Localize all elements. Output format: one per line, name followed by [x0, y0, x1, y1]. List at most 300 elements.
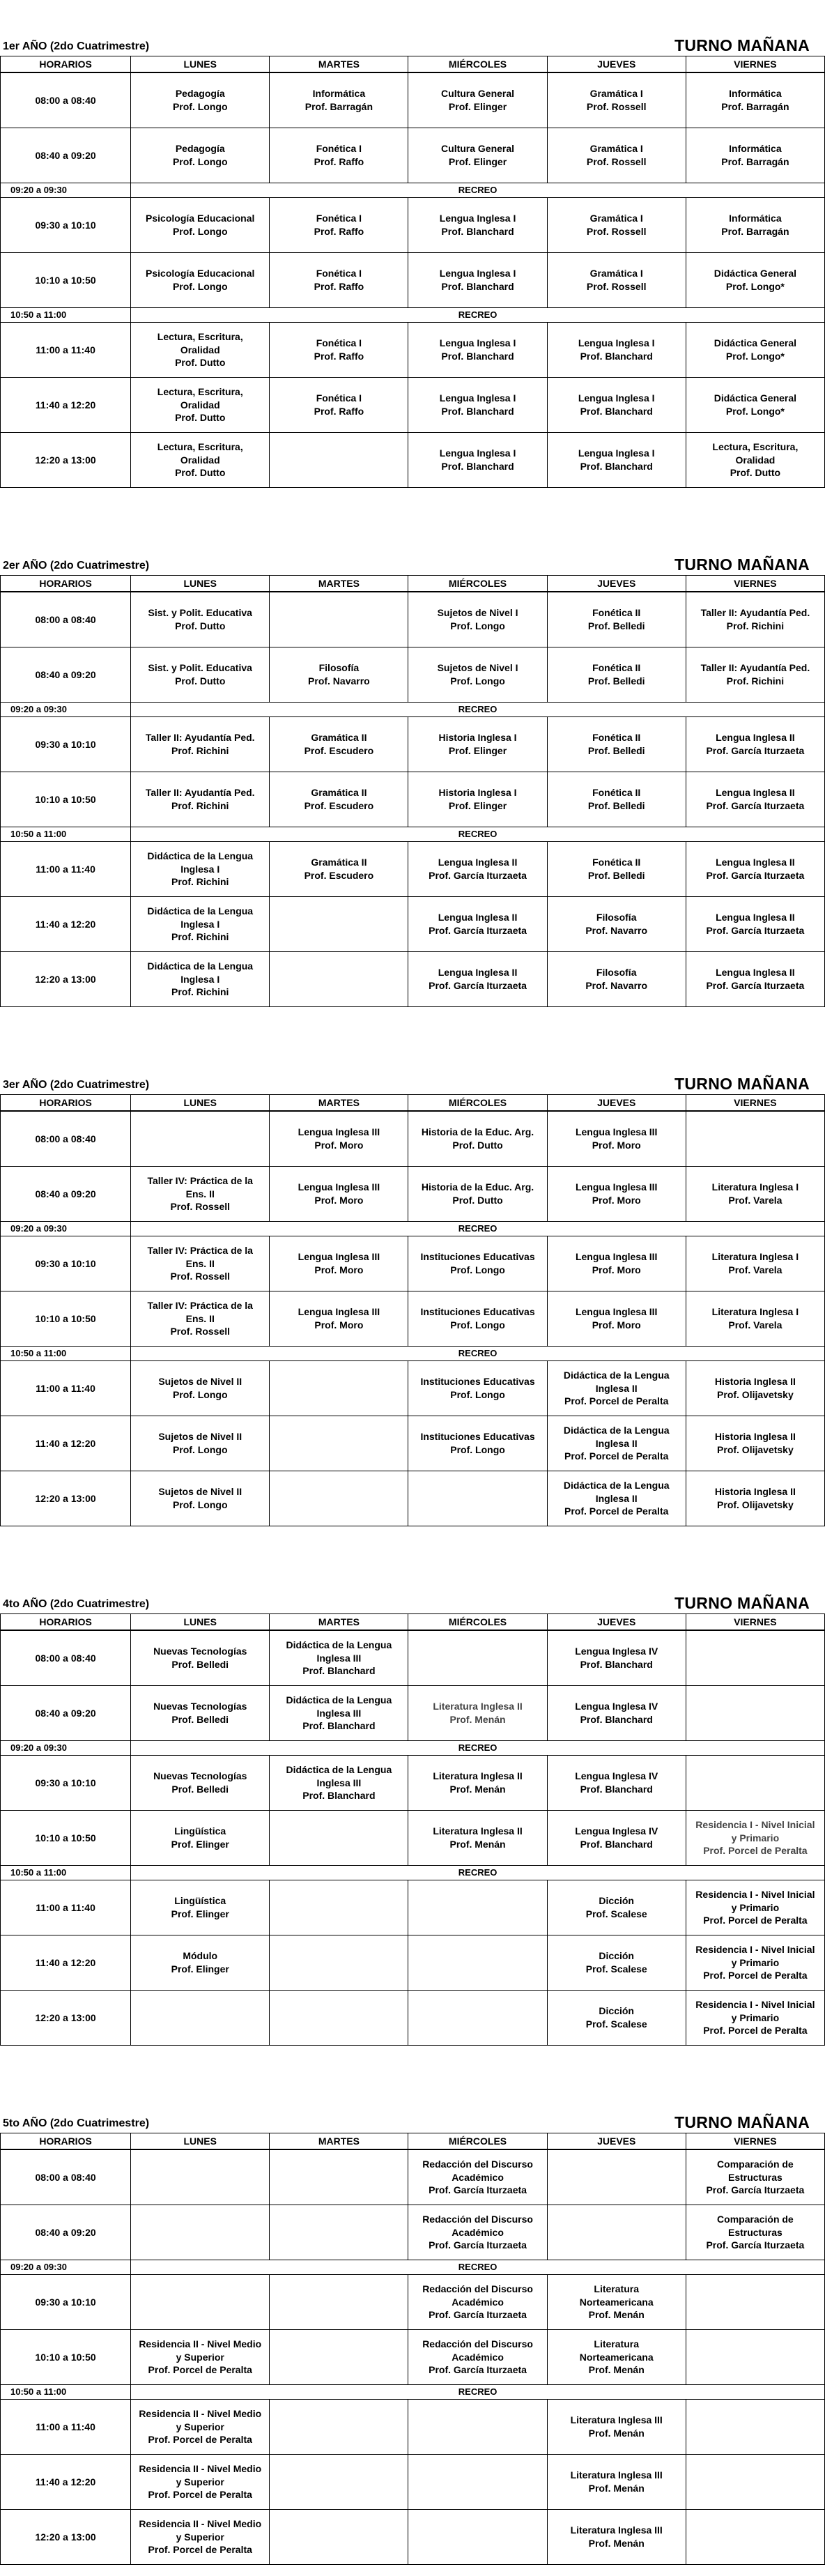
- column-header: HORARIOS: [1, 576, 131, 592]
- schedule-table: [0, 56, 825, 488]
- class-cell: [131, 1991, 270, 2046]
- class-cell: Cultura General Prof. Elinger: [408, 128, 547, 183]
- column-header: VIERNES: [686, 1614, 824, 1631]
- time-cell: 11:00 a 11:40: [1, 1361, 131, 1416]
- column-header: MIÉRCOLES: [408, 56, 547, 73]
- class-cell: Sist. y Polit. Educativa Prof. Dutto: [131, 592, 270, 647]
- table-row: [1, 1686, 825, 1741]
- class-cell: Lengua Inglesa I Prof. Blanchard: [408, 253, 547, 308]
- time-cell: 08:00 a 08:40: [1, 72, 131, 128]
- class-cell: [270, 1416, 408, 1471]
- class-cell: Lengua Inglesa IV Prof. Blanchard: [547, 1630, 686, 1686]
- table-row: [1, 1756, 825, 1811]
- class-cell: Residencia II - Nivel Medio y Superior Prof. Porcel de Peralta: [131, 2330, 270, 2385]
- time-cell: 08:40 a 09:20: [1, 1167, 131, 1222]
- table-row: [1, 128, 825, 183]
- section-title: 5to AÑO (2do Cuatrimestre): [3, 2117, 150, 2129]
- table-row: [1, 72, 825, 128]
- class-cell: Literatura Inglesa I Prof. Varela: [686, 1167, 824, 1222]
- table-row: [1, 1811, 825, 1866]
- class-cell: Sujetos de Nivel II Prof. Longo: [131, 1471, 270, 1526]
- shift-label: TURNO MAÑANA: [674, 2113, 810, 2131]
- class-cell: Lectura, Escritura, Oralidad Prof. Dutto: [131, 323, 270, 378]
- class-cell: [408, 1471, 547, 1526]
- table-row: [1, 1880, 825, 1935]
- recess-row: [1, 2260, 825, 2275]
- class-cell: Taller IV: Práctica de la Ens. II Prof. Rossell: [131, 1236, 270, 1291]
- class-cell: Psicología Educacional Prof. Longo: [131, 253, 270, 308]
- class-cell: Lengua Inglesa I Prof. Blanchard: [408, 198, 547, 253]
- table-row: [1, 1630, 825, 1686]
- class-cell: Filosofía Prof. Navarro: [547, 952, 686, 1007]
- table-row: [1, 323, 825, 378]
- class-cell: Fonética I Prof. Raffo: [270, 128, 408, 183]
- schedule-table: [0, 1613, 825, 2046]
- schedule-table: [0, 575, 825, 1007]
- class-cell: Lengua Inglesa III Prof. Moro: [547, 1111, 686, 1167]
- class-cell: Informática Prof. Barragán: [686, 198, 824, 253]
- column-header: MARTES: [270, 576, 408, 592]
- class-cell: Sujetos de Nivel II Prof. Longo: [131, 1416, 270, 1471]
- column-header: JUEVES: [547, 1614, 686, 1631]
- table-row: [1, 772, 825, 827]
- class-cell: Pedagogía Prof. Longo: [131, 72, 270, 128]
- section-title: 4to AÑO (2do Cuatrimestre): [3, 1598, 150, 1610]
- table-row: [1, 592, 825, 647]
- column-header: MIÉRCOLES: [408, 2133, 547, 2150]
- class-cell: Cultura General Prof. Elinger: [408, 72, 547, 128]
- time-cell: 08:40 a 09:20: [1, 2205, 131, 2260]
- class-cell: Gramática I Prof. Rossell: [547, 128, 686, 183]
- recess-row: [1, 2385, 825, 2400]
- class-cell: [270, 897, 408, 952]
- class-cell: Lengua Inglesa II Prof. García Iturzaeta: [686, 842, 824, 897]
- table-row: [1, 1991, 825, 2046]
- class-cell: Fonética I Prof. Raffo: [270, 198, 408, 253]
- schedule-section: [0, 1066, 825, 1517]
- schedule-section: [0, 28, 825, 479]
- header-row: [1, 576, 825, 592]
- class-cell: [408, 2400, 547, 2455]
- class-cell: Didáctica General Prof. Longo*: [686, 253, 824, 308]
- section-header: [0, 28, 825, 56]
- class-cell: Fonética II Prof. Belledi: [547, 717, 686, 772]
- class-cell: Lengua Inglesa II Prof. García Iturzaeta: [408, 897, 547, 952]
- recess-row: [1, 308, 825, 323]
- time-cell: 11:40 a 12:20: [1, 1935, 131, 1991]
- recess-row: [1, 1866, 825, 1880]
- class-cell: Comparación de Estructuras Prof. García Iturzaeta: [686, 2149, 824, 2205]
- class-cell: Lengua Inglesa I Prof. Blanchard: [547, 378, 686, 433]
- class-cell: Literatura Inglesa II Prof. Menán: [408, 1756, 547, 1811]
- recess-label: RECREO: [131, 827, 825, 842]
- class-cell: Residencia I - Nivel Inicial y Primario Prof. Porcel de Peralta: [686, 1991, 824, 2046]
- class-cell: Literatura Inglesa III Prof. Menán: [547, 2510, 686, 2565]
- table-row: [1, 253, 825, 308]
- table-row: [1, 2330, 825, 2385]
- class-cell: [270, 2205, 408, 2260]
- column-header: JUEVES: [547, 2133, 686, 2150]
- time-cell: 11:00 a 11:40: [1, 2400, 131, 2455]
- column-header: MARTES: [270, 1095, 408, 1112]
- class-cell: [686, 2455, 824, 2510]
- class-cell: Historia Inglesa I Prof. Elinger: [408, 772, 547, 827]
- time-cell: 10:50 a 11:00: [1, 2385, 131, 2400]
- shift-label: TURNO MAÑANA: [674, 36, 810, 54]
- column-header: HORARIOS: [1, 1095, 131, 1112]
- class-cell: Lengua Inglesa I Prof. Blanchard: [547, 323, 686, 378]
- class-cell: Lingüística Prof. Elinger: [131, 1880, 270, 1935]
- class-cell: Literatura Inglesa III Prof. Menán: [547, 2400, 686, 2455]
- class-cell: Literatura Norteamericana Prof. Menán: [547, 2330, 686, 2385]
- column-header: MARTES: [270, 1614, 408, 1631]
- class-cell: Fonética I Prof. Raffo: [270, 253, 408, 308]
- class-cell: Literatura Inglesa II Prof. Menán: [408, 1686, 547, 1741]
- time-cell: 10:50 a 11:00: [1, 308, 131, 323]
- time-cell: 11:40 a 12:20: [1, 1416, 131, 1471]
- class-cell: [270, 2510, 408, 2565]
- class-cell: Lengua Inglesa IV Prof. Blanchard: [547, 1756, 686, 1811]
- time-cell: 11:00 a 11:40: [1, 1880, 131, 1935]
- time-cell: 10:10 a 10:50: [1, 772, 131, 827]
- section-title: 2er AÑO (2do Cuatrimestre): [3, 560, 150, 572]
- class-cell: Didáctica de la Lengua Inglesa II Prof. Porcel de Peralta: [547, 1416, 686, 1471]
- class-cell: Nuevas Tecnologías Prof. Belledi: [131, 1686, 270, 1741]
- class-cell: Lectura, Escritura, Oralidad Prof. Dutto: [686, 433, 824, 488]
- class-cell: [270, 2455, 408, 2510]
- recess-row: [1, 183, 825, 198]
- class-cell: Gramática I Prof. Rossell: [547, 198, 686, 253]
- class-cell: Dicción Prof. Scalese: [547, 1991, 686, 2046]
- recess-label: RECREO: [131, 2260, 825, 2275]
- header-row: [1, 1095, 825, 1112]
- class-cell: Sist. y Polit. Educativa Prof. Dutto: [131, 647, 270, 703]
- class-cell: Filosofía Prof. Navarro: [270, 647, 408, 703]
- class-cell: Residencia II - Nivel Medio y Superior Prof. Porcel de Peralta: [131, 2510, 270, 2565]
- class-cell: Informática Prof. Barragán: [686, 128, 824, 183]
- class-cell: Gramática II Prof. Escudero: [270, 842, 408, 897]
- column-header: LUNES: [131, 576, 270, 592]
- time-cell: 08:00 a 08:40: [1, 1630, 131, 1686]
- class-cell: Historia de la Educ. Arg. Prof. Dutto: [408, 1167, 547, 1222]
- section-title: 1er AÑO (2do Cuatrimestre): [3, 40, 150, 52]
- class-cell: Lengua Inglesa III Prof. Moro: [270, 1236, 408, 1291]
- class-cell: [408, 1991, 547, 2046]
- class-cell: Lengua Inglesa IV Prof. Blanchard: [547, 1811, 686, 1866]
- class-cell: Lengua Inglesa III Prof. Moro: [547, 1236, 686, 1291]
- schedule-table: [0, 2133, 825, 2565]
- class-cell: Fonética I Prof. Raffo: [270, 323, 408, 378]
- class-cell: Residencia I - Nivel Inicial y Primario Prof. Porcel de Peralta: [686, 1880, 824, 1935]
- shift-label: TURNO MAÑANA: [674, 1594, 810, 1612]
- class-cell: Literatura Norteamericana Prof. Menán: [547, 2275, 686, 2330]
- class-cell: Lengua Inglesa II Prof. García Iturzaeta: [686, 772, 824, 827]
- class-cell: Didáctica de la Lengua Inglesa III Prof. Blanchard: [270, 1686, 408, 1741]
- schedule-table: [0, 1094, 825, 1526]
- time-cell: 10:50 a 11:00: [1, 1866, 131, 1880]
- column-header: VIERNES: [686, 576, 824, 592]
- class-cell: Lengua Inglesa II Prof. García Iturzaeta: [408, 842, 547, 897]
- time-cell: 12:20 a 13:00: [1, 1471, 131, 1526]
- time-cell: 08:00 a 08:40: [1, 1111, 131, 1167]
- class-cell: Redacción del Discurso Académico Prof. García Iturzaeta: [408, 2149, 547, 2205]
- class-cell: Instituciones Educativas Prof. Longo: [408, 1236, 547, 1291]
- class-cell: Lengua Inglesa I Prof. Blanchard: [408, 323, 547, 378]
- class-cell: Didáctica de la Lengua Inglesa III Prof. Blanchard: [270, 1756, 408, 1811]
- time-cell: 10:10 a 10:50: [1, 2330, 131, 2385]
- class-cell: [547, 2149, 686, 2205]
- column-header: HORARIOS: [1, 1614, 131, 1631]
- class-cell: Residencia II - Nivel Medio y Superior Prof. Porcel de Peralta: [131, 2455, 270, 2510]
- recess-row: [1, 1741, 825, 1756]
- class-cell: Lengua Inglesa II Prof. García Iturzaeta: [686, 897, 824, 952]
- class-cell: Literatura Inglesa III Prof. Menán: [547, 2455, 686, 2510]
- class-cell: Didáctica de la Lengua Inglesa III Prof. Blanchard: [270, 1630, 408, 1686]
- time-cell: 09:20 a 09:30: [1, 1741, 131, 1756]
- class-cell: [408, 1880, 547, 1935]
- class-cell: [270, 1991, 408, 2046]
- column-header: LUNES: [131, 56, 270, 73]
- class-cell: [686, 1686, 824, 1741]
- table-row: [1, 842, 825, 897]
- class-cell: Lengua Inglesa III Prof. Moro: [547, 1291, 686, 1347]
- table-row: [1, 2149, 825, 2205]
- recess-label: RECREO: [131, 1222, 825, 1236]
- class-cell: Gramática I Prof. Rossell: [547, 253, 686, 308]
- time-cell: 09:30 a 10:10: [1, 1756, 131, 1811]
- table-row: [1, 2275, 825, 2330]
- recess-label: RECREO: [131, 308, 825, 323]
- class-cell: [408, 2455, 547, 2510]
- time-cell: 08:40 a 09:20: [1, 1686, 131, 1741]
- class-cell: Taller IV: Práctica de la Ens. II Prof. Rossell: [131, 1167, 270, 1222]
- table-row: [1, 1471, 825, 1526]
- class-cell: [270, 592, 408, 647]
- shift-label: TURNO MAÑANA: [674, 555, 810, 574]
- table-row: [1, 1416, 825, 1471]
- class-cell: Lengua Inglesa II Prof. García Iturzaeta: [686, 952, 824, 1007]
- time-cell: 10:10 a 10:50: [1, 1291, 131, 1347]
- time-cell: 08:40 a 09:20: [1, 128, 131, 183]
- time-cell: 12:20 a 13:00: [1, 1991, 131, 2046]
- class-cell: Sujetos de Nivel I Prof. Longo: [408, 647, 547, 703]
- column-header: MARTES: [270, 2133, 408, 2150]
- section-header: [0, 547, 825, 575]
- class-cell: Sujetos de Nivel II Prof. Longo: [131, 1361, 270, 1416]
- class-cell: Pedagogía Prof. Longo: [131, 128, 270, 183]
- time-cell: 10:50 a 11:00: [1, 1347, 131, 1361]
- section-header: [0, 1066, 825, 1094]
- class-cell: Instituciones Educativas Prof. Longo: [408, 1291, 547, 1347]
- time-cell: 09:30 a 10:10: [1, 717, 131, 772]
- table-row: [1, 952, 825, 1007]
- time-cell: 08:00 a 08:40: [1, 592, 131, 647]
- table-row: [1, 1935, 825, 1991]
- time-cell: 10:50 a 11:00: [1, 827, 131, 842]
- column-header: VIERNES: [686, 1095, 824, 1112]
- class-cell: Lengua Inglesa III Prof. Moro: [270, 1167, 408, 1222]
- class-cell: Fonética II Prof. Belledi: [547, 842, 686, 897]
- class-cell: [408, 1935, 547, 1991]
- class-cell: Taller II: Ayudantía Ped. Prof. Richini: [131, 717, 270, 772]
- class-cell: [547, 2205, 686, 2260]
- class-cell: Taller II: Ayudantía Ped. Prof. Richini: [131, 772, 270, 827]
- table-row: [1, 2510, 825, 2565]
- class-cell: Sujetos de Nivel I Prof. Longo: [408, 592, 547, 647]
- column-header: MIÉRCOLES: [408, 576, 547, 592]
- class-cell: [131, 2205, 270, 2260]
- class-cell: [686, 1630, 824, 1686]
- header-row: [1, 1614, 825, 1631]
- recess-row: [1, 1347, 825, 1361]
- time-cell: 08:40 a 09:20: [1, 647, 131, 703]
- recess-label: RECREO: [131, 1347, 825, 1361]
- table-row: [1, 433, 825, 488]
- class-cell: Historia Inglesa I Prof. Elinger: [408, 717, 547, 772]
- table-row: [1, 1361, 825, 1416]
- class-cell: Filosofía Prof. Navarro: [547, 897, 686, 952]
- class-cell: [270, 2330, 408, 2385]
- time-cell: 11:00 a 11:40: [1, 323, 131, 378]
- table-row: [1, 378, 825, 433]
- column-header: JUEVES: [547, 1095, 686, 1112]
- recess-label: RECREO: [131, 1741, 825, 1756]
- class-cell: [270, 1880, 408, 1935]
- column-header: MARTES: [270, 56, 408, 73]
- recess-label: RECREO: [131, 2385, 825, 2400]
- time-cell: 10:10 a 10:50: [1, 253, 131, 308]
- class-cell: Lengua Inglesa IV Prof. Blanchard: [547, 1686, 686, 1741]
- class-cell: Lectura, Escritura, Oralidad Prof. Dutto: [131, 378, 270, 433]
- header-row: [1, 56, 825, 73]
- class-cell: Lengua Inglesa I Prof. Blanchard: [408, 378, 547, 433]
- column-header: JUEVES: [547, 56, 686, 73]
- class-cell: Historia Inglesa II Prof. Olijavetsky: [686, 1471, 824, 1526]
- column-header: JUEVES: [547, 576, 686, 592]
- class-cell: Lengua Inglesa III Prof. Moro: [547, 1167, 686, 1222]
- table-row: [1, 1236, 825, 1291]
- column-header: VIERNES: [686, 2133, 824, 2150]
- class-cell: Nuevas Tecnologías Prof. Belledi: [131, 1630, 270, 1686]
- class-cell: [686, 2400, 824, 2455]
- column-header: LUNES: [131, 1614, 270, 1631]
- class-cell: Literatura Inglesa II Prof. Menán: [408, 1811, 547, 1866]
- time-cell: 10:10 a 10:50: [1, 1811, 131, 1866]
- header-row: [1, 2133, 825, 2150]
- class-cell: Didáctica General Prof. Longo*: [686, 323, 824, 378]
- class-cell: [270, 2149, 408, 2205]
- class-cell: Historia Inglesa II Prof. Olijavetsky: [686, 1416, 824, 1471]
- class-cell: Residencia I - Nivel Inicial y Primario Prof. Porcel de Peralta: [686, 1811, 824, 1866]
- class-cell: Gramática I Prof. Rossell: [547, 72, 686, 128]
- time-cell: 09:20 a 09:30: [1, 2260, 131, 2275]
- table-row: [1, 2455, 825, 2510]
- section-header: [0, 2105, 825, 2133]
- class-cell: [686, 2510, 824, 2565]
- class-cell: Fonética II Prof. Belledi: [547, 592, 686, 647]
- class-cell: Dicción Prof. Scalese: [547, 1935, 686, 1991]
- recess-label: RECREO: [131, 1866, 825, 1880]
- class-cell: [270, 2275, 408, 2330]
- class-cell: Instituciones Educativas Prof. Longo: [408, 1416, 547, 1471]
- class-cell: [270, 1811, 408, 1866]
- class-cell: [270, 1361, 408, 1416]
- class-cell: [686, 1756, 824, 1811]
- class-cell: Didáctica de la Lengua Inglesa II Prof. Porcel de Peralta: [547, 1361, 686, 1416]
- table-row: [1, 1291, 825, 1347]
- column-header: HORARIOS: [1, 56, 131, 73]
- class-cell: Literatura Inglesa I Prof. Varela: [686, 1291, 824, 1347]
- class-cell: Fonética I Prof. Raffo: [270, 378, 408, 433]
- column-header: MIÉRCOLES: [408, 1614, 547, 1631]
- recess-label: RECREO: [131, 183, 825, 198]
- time-cell: 11:40 a 12:20: [1, 897, 131, 952]
- column-header: LUNES: [131, 2133, 270, 2150]
- class-cell: [131, 1111, 270, 1167]
- class-cell: Residencia I - Nivel Inicial y Primario Prof. Porcel de Peralta: [686, 1935, 824, 1991]
- class-cell: Historia de la Educ. Arg. Prof. Dutto: [408, 1111, 547, 1167]
- table-row: [1, 198, 825, 253]
- class-cell: Historia Inglesa II Prof. Olijavetsky: [686, 1361, 824, 1416]
- class-cell: Taller IV: Práctica de la Ens. II Prof. Rossell: [131, 1291, 270, 1347]
- class-cell: Lengua Inglesa II Prof. García Iturzaeta: [686, 717, 824, 772]
- class-cell: Lingüística Prof. Elinger: [131, 1811, 270, 1866]
- time-cell: 12:20 a 13:00: [1, 2510, 131, 2565]
- class-cell: [408, 1630, 547, 1686]
- time-cell: 09:30 a 10:10: [1, 1236, 131, 1291]
- class-cell: Dicción Prof. Scalese: [547, 1880, 686, 1935]
- class-cell: Didáctica General Prof. Longo*: [686, 378, 824, 433]
- class-cell: [270, 952, 408, 1007]
- time-cell: 12:20 a 13:00: [1, 433, 131, 488]
- time-cell: 09:30 a 10:10: [1, 2275, 131, 2330]
- schedule-section: [0, 547, 825, 998]
- table-row: [1, 897, 825, 952]
- class-cell: Lengua Inglesa III Prof. Moro: [270, 1111, 408, 1167]
- shift-label: TURNO MAÑANA: [674, 1075, 810, 1093]
- class-cell: Módulo Prof. Elinger: [131, 1935, 270, 1991]
- class-cell: Didáctica de la Lengua Inglesa I Prof. Richini: [131, 952, 270, 1007]
- column-header: HORARIOS: [1, 2133, 131, 2150]
- section-title: 3er AÑO (2do Cuatrimestre): [3, 1079, 150, 1091]
- class-cell: Gramática II Prof. Escudero: [270, 717, 408, 772]
- class-cell: [131, 2149, 270, 2205]
- class-cell: Didáctica de la Lengua Inglesa I Prof. Richini: [131, 842, 270, 897]
- recess-row: [1, 827, 825, 842]
- recess-label: RECREO: [131, 703, 825, 717]
- class-cell: Instituciones Educativas Prof. Longo: [408, 1361, 547, 1416]
- class-cell: [270, 1935, 408, 1991]
- class-cell: Lengua Inglesa III Prof. Moro: [270, 1291, 408, 1347]
- time-cell: 09:30 a 10:10: [1, 198, 131, 253]
- class-cell: [270, 433, 408, 488]
- class-cell: Residencia II - Nivel Medio y Superior Prof. Porcel de Peralta: [131, 2400, 270, 2455]
- table-row: [1, 1111, 825, 1167]
- class-cell: Comparación de Estructuras Prof. García Iturzaeta: [686, 2205, 824, 2260]
- class-cell: Psicología Educacional Prof. Longo: [131, 198, 270, 253]
- class-cell: Didáctica de la Lengua Inglesa II Prof. Porcel de Peralta: [547, 1471, 686, 1526]
- class-cell: Didáctica de la Lengua Inglesa I Prof. Richini: [131, 897, 270, 952]
- class-cell: Literatura Inglesa I Prof. Varela: [686, 1236, 824, 1291]
- class-cell: Taller II: Ayudantía Ped. Prof. Richini: [686, 647, 824, 703]
- class-cell: Taller II: Ayudantía Ped. Prof. Richini: [686, 592, 824, 647]
- time-cell: 09:20 a 09:30: [1, 183, 131, 198]
- class-cell: [131, 2275, 270, 2330]
- class-cell: [270, 2400, 408, 2455]
- class-cell: Nuevas Tecnologías Prof. Belledi: [131, 1756, 270, 1811]
- class-cell: Redacción del Discurso Académico Prof. García Iturzaeta: [408, 2275, 547, 2330]
- class-cell: Informática Prof. Barragán: [270, 72, 408, 128]
